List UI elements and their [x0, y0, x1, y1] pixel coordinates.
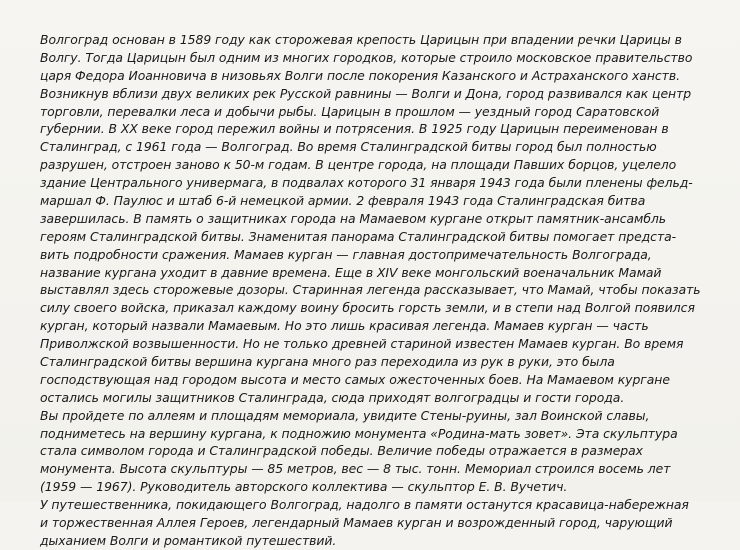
- text-line: выставлял здесь сторожевые дозоры. Старинная легенда рассказывает, что Мамай, чтобы показать: [40, 282, 701, 298]
- text-line: здание Центрального универмага, в подвалах которого 31 января 1943 года были пленены фельд-: [40, 175, 693, 191]
- text-line: разрушен, отстроен заново к 50-м годам. В центре города, на площади Павших борцов, уцелело: [40, 157, 677, 173]
- text-line: силу своего войска, приказал каждому воину бросить горсть земли, и в степи над Волгой появился: [40, 300, 695, 316]
- text-line: остались могилы защитников Сталинграда, сюда приходят волгоградцы и гости города.: [40, 389, 625, 405]
- text-line: господствующая над городом высота и место самых ожесточенных боев. На Мамаевом кургане: [40, 371, 670, 387]
- text-line: Приволжской возвышенности. Но не только древней стариной известен Мамаев курган. Во время: [40, 336, 684, 352]
- text-line: курган, который назвали Мамаевым. Но это лишь красивая легенда. Мамаев курган — часть: [40, 318, 649, 334]
- text-line: завершилась. В память о защитниках города на Мамаевом кургане открыт памятник-ансамбль: [40, 210, 667, 226]
- text-line: Возникнув вблизи двух великих рек Русской равнины — Волги и Дона, город развивался как центр: [40, 85, 692, 101]
- text-line: подниметесь на вершину кургана, к подножию монумента «Родина-мать зовет». Эта скульптура: [40, 425, 678, 441]
- text-line: торговли, перевалки леса и добычи рыбы. Царицын в прошлом — уездный город Саратовской: [40, 103, 660, 119]
- text-line: У путешественника, покидающего Волгоград, надолго в памяти останутся красавица-набережная: [40, 497, 689, 513]
- text-line: царя Федора Иоанновича в низовьях Волги после покорения Казанского и Астраханского ханств.: [40, 67, 680, 83]
- body-text: [40, 31, 730, 550]
- text-line: Волгу. Тогда Царицын был одним из многих городков, которые строило московское правительство: [40, 49, 693, 65]
- text-line: (1959 — 1967). Руководитель авторского коллектива — скульптор Е. В. Вучетич.: [40, 479, 568, 495]
- text-line: и торжественная Аллея Героев, легендарный Мамаев курган и возрожденный город, чарующий: [40, 515, 673, 531]
- text-line: вить подробности сражения. Мамаев курган — главная достопримечательность Волгограда,: [40, 246, 652, 262]
- text-line: название кургана уходит в давние времена. Еще в XIV веке монгольский военачальник Мамай: [40, 264, 662, 280]
- text-line: маршал Ф. Паулюс и штаб 6-й немецкой армии. 2 февраля 1943 года Сталинградская битва: [40, 193, 646, 209]
- text-line: монумента. Высота скульптуры — 85 метров, вес — 8 тыс. тонн. Мемориал строился восемь лет: [40, 461, 671, 477]
- text-line: героям Сталинградской битвы. Знаменитая панорама Сталинградской битвы помогает предста-: [40, 228, 677, 244]
- text-line: Сталинград, с 1961 года — Волгоград. Во время Сталинградской битвы город был полностью: [40, 139, 657, 155]
- text-line: дыханием Волги и романтикой путешествий.: [40, 532, 337, 548]
- text-line: Вы пройдете по аллеям и площадям мемориала, увидите Стены-руины, зал Воинской славы,: [40, 407, 650, 423]
- text-line: Сталинградской битвы вершина кургана много раз переходила из рук в руки, это была: [40, 354, 615, 370]
- text-line: губернии. В XX веке город пережил войны и потрясения. В 1925 году Царицын переименован в: [40, 121, 669, 137]
- text-line: Волгоград основан в 1589 году как сторожевая крепость Царицын при впадении речки Царицы в: [40, 32, 682, 47]
- text-line: стала символом города и Сталинградской победы. Величие победы отражается в размерах: [40, 443, 643, 459]
